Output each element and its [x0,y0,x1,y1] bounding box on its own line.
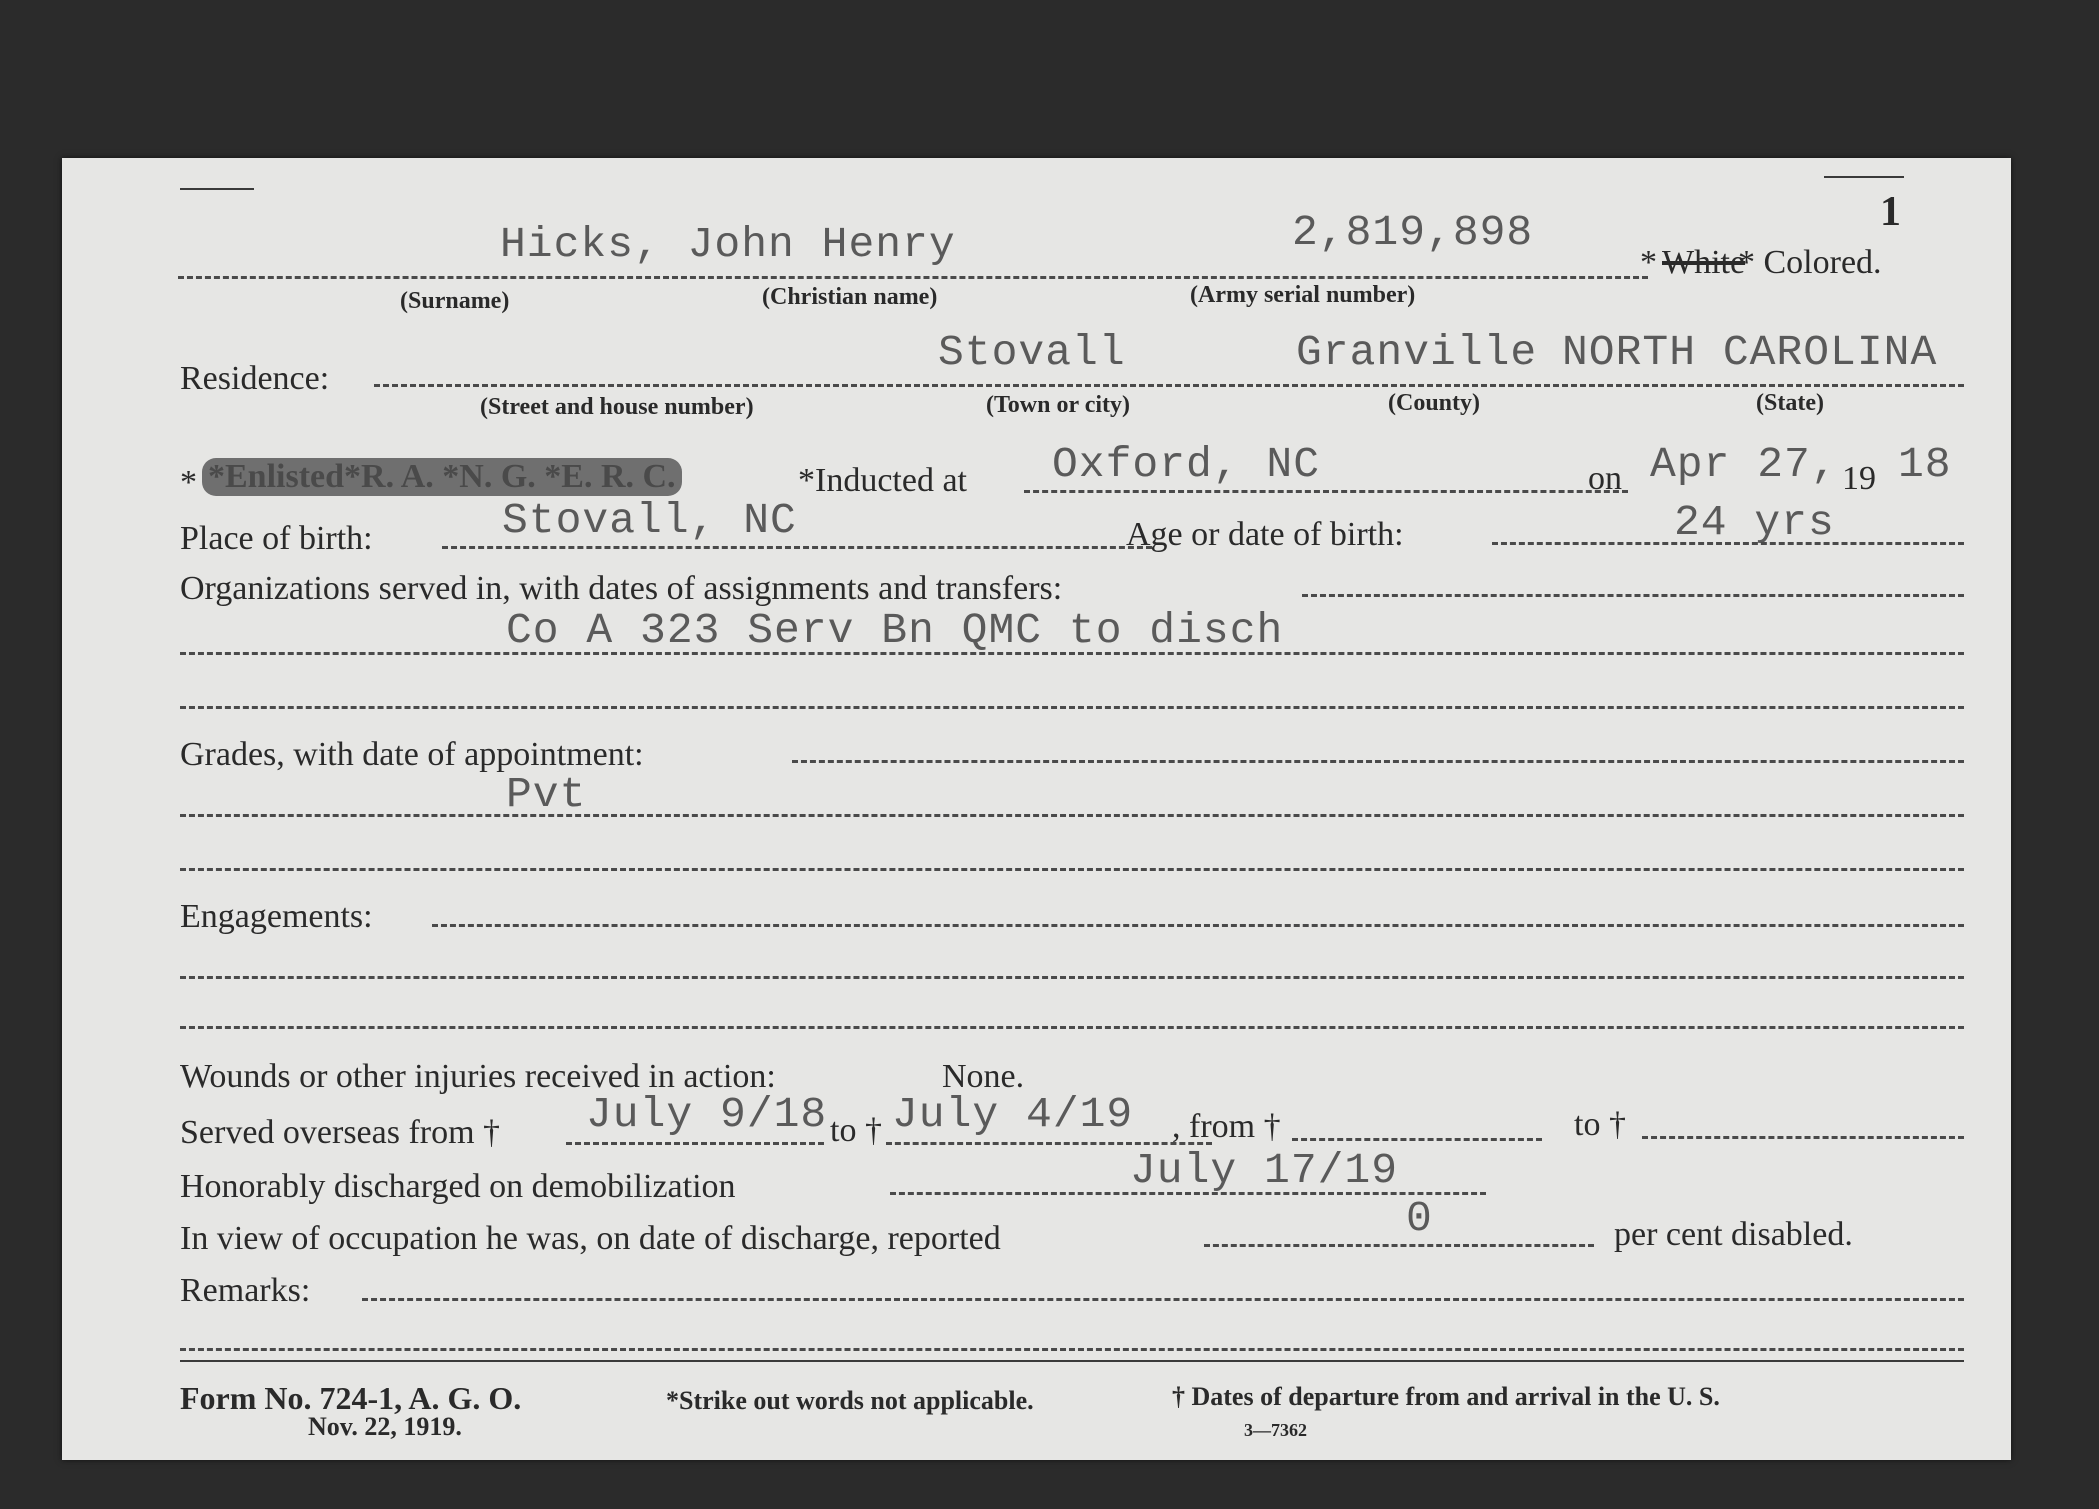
label-state: (State) [1756,390,1824,416]
overseas-from-line [566,1142,824,1145]
overseas-from: July 9/18 [586,1090,828,1139]
footnote-strike: *Strike out words not applicable. [666,1386,1034,1415]
residence-state: NORTH CAROLINA [1562,328,1938,377]
residence-label: Residence: [180,360,330,397]
overseas-to-line [886,1142,1212,1145]
corner-mark-left [180,188,254,190]
enlisted-star: * [180,464,197,501]
age-value: 24 yrs [1674,498,1835,547]
to2-line [1642,1136,1964,1139]
on-label: on [1588,460,1622,497]
race-colored: * Colored. [1738,244,1882,281]
disabled-line [1204,1244,1594,1247]
orgs-value: Co A 323 Serv Bn QMC to disch [506,606,1284,655]
orgs-line-1 [1302,594,1964,597]
birth-line [442,546,1152,549]
age-line [1492,542,1964,545]
remarks-line-1 [362,1298,1964,1301]
grades-line-2 [180,814,1964,817]
inducted-label: *Inducted at [798,462,967,499]
race-star: * [1640,244,1657,281]
birth-label: Place of birth: [180,520,373,557]
label-street: (Street and house number) [480,394,754,420]
wounds-value: None. [942,1058,1025,1095]
disabled-value: 0 [1406,1194,1433,1243]
form-date: Nov. 22, 1919. [308,1412,462,1441]
grades-line-3 [180,868,1964,871]
name-typed: Hicks, John Henry [500,220,956,269]
age-label: Age or date of birth: [1126,516,1404,553]
discharge-label: Honorably discharged on demobilization [180,1168,736,1205]
year-suffix: 18 [1898,440,1952,489]
form-number: Form No. 724-1, A. G. O. [180,1380,522,1416]
label-christian: (Christian name) [762,284,938,310]
overseas-label: Served overseas from † [180,1114,501,1151]
birth-place: Stovall, NC [502,496,797,545]
card-number: 1 [1880,189,1901,235]
inducted-line [1024,490,1628,493]
label-surname: (Surname) [400,288,510,314]
orgs-label: Organizations served in, with dates of assignments and transfers: [180,570,1063,607]
inducted-date: Apr 27, [1650,440,1838,489]
discharge-date: July 17/19 [1130,1146,1399,1195]
to-label: to † [830,1112,882,1149]
residence-line [374,384,1964,387]
overseas-to: July 4/19 [892,1090,1134,1139]
engagements-line-2 [180,976,1964,979]
grades-line-1 [792,760,1964,763]
orgs-line-3 [180,706,1964,709]
footnote-dates: † Dates of departure from and arrival in the U. S. [1172,1382,1720,1411]
disabled-label: per cent disabled. [1614,1216,1853,1253]
footer-rule [180,1360,1964,1362]
race-white: White [1662,244,1746,281]
print-code: 3—7362 [1244,1420,1307,1440]
year-prefix: 19 [1842,460,1876,497]
occupation-label: In view of occupation he was, on date of discharge, reported [180,1220,1001,1257]
engagements-line-3 [180,1026,1964,1029]
residence-county: Granville [1296,328,1538,377]
from2-line [1292,1138,1542,1141]
grades-value: Pvt [506,770,587,819]
label-town: (Town or city) [986,392,1130,418]
enlisted-text: *Enlisted*R. A. *N. G. *E. R. C. [202,458,682,496]
service-record-card [62,158,2011,1460]
grades-label: Grades, with date of appointment: [180,736,644,773]
to2-label: to † [1574,1106,1626,1143]
from2-label: , from † [1172,1108,1281,1145]
remarks-line-2 [180,1348,1964,1351]
remarks-label: Remarks: [180,1272,311,1309]
serial-typed: 2,819,898 [1292,208,1534,257]
engagements-line-1 [432,924,1964,927]
engagements-label: Engagements: [180,898,373,935]
residence-town: Stovall [938,328,1126,377]
label-serial: (Army serial number) [1190,282,1416,308]
inducted-place: Oxford, NC [1052,440,1321,489]
corner-mark-right [1824,176,1904,178]
orgs-line-2 [180,652,1964,655]
wounds-label: Wounds or other injuries received in action: [180,1058,776,1095]
name-line [178,276,1648,279]
label-county: (County) [1388,390,1481,416]
